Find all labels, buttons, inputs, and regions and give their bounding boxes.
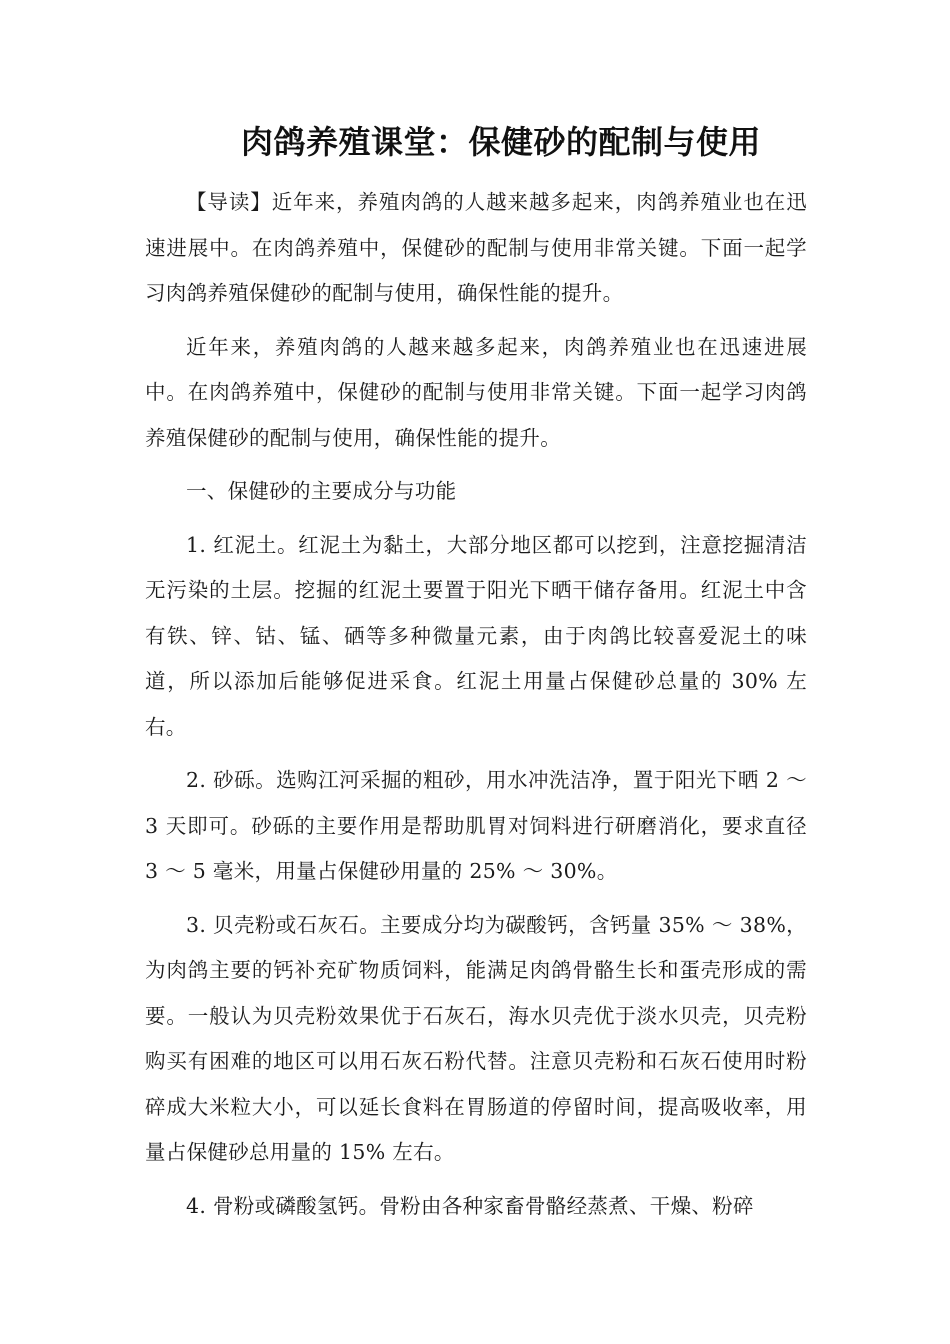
list-item-bone-meal: 4. 骨粉或磷酸氢钙。骨粉由各种家畜骨骼经蒸煮、干燥、粉碎 — [186, 1193, 754, 1218]
list-item-shell-powder: 3. 贝壳粉或石灰石。主要成分均为碳酸钙，含钙量 35% ～ 38%，为肉鸽主要的钙补充矿物质饲料，能满足肉鸽骨骼生长和蛋壳形成的需要。一般认为贝壳粉效果优于石灰石，海水贝壳优于淡水贝壳，贝壳粉购买有困难的地区可以用石灰石粉代替。注意贝壳粉和石灰石使用时粉碎成大米粒大小，可以延长食料在胃肠道的停留时间，提高吸收率，用量占保健砂总用量的 15% 左右。 — [145, 912, 807, 1164]
list-item-gravel: 2. 砂砾。选购江河采掘的粗砂，用水冲洗洁净，置于阳光下晒 2 ～ 3 天即可。砂砾的主要作用是帮助肌胃对饲料进行研磨消化，要求直径 3 ～ 5 毫米，用量占保健砂用量的 25% ～ 30%。 — [145, 768, 807, 883]
document-body — [145, 118, 807, 1237]
intro-paragraph: 【导读】近年来，养殖肉鸽的人越来越多起来，肉鸽养殖业也在迅速进展中。在肉鸽养殖中，保健砂的配制与使用非常关键。下面一起学习肉鸽养殖保健砂的配制与使用，确保性能的提升。 — [145, 190, 807, 305]
section-heading: 一、保健砂的主要成分与功能 — [186, 479, 457, 503]
document-title: 肉鸽养殖课堂：保健砂的配制与使用 — [241, 123, 762, 161]
body-paragraph: 近年来，养殖肉鸽的人越来越多起来，肉鸽养殖业也在迅速进展中。在肉鸽养殖中，保健砂的配制与使用非常关键。下面一起学习肉鸽养殖保健砂的配制与使用，确保性能的提升。 — [145, 334, 807, 450]
list-item-red-clay: 1. 红泥土。红泥土为黏土，大部分地区都可以挖到，注意挖掘清洁无污染的土层。挖掘的红泥土要置于阳光下晒干储存备用。红泥土中含有铁、锌、钴、锰、硒等多种微量元素，由于肉鸽比较喜爱泥土的味道，所以添加后能够促进采食。红泥土用量占保健砂总量的 30% 左右。 — [145, 532, 807, 739]
